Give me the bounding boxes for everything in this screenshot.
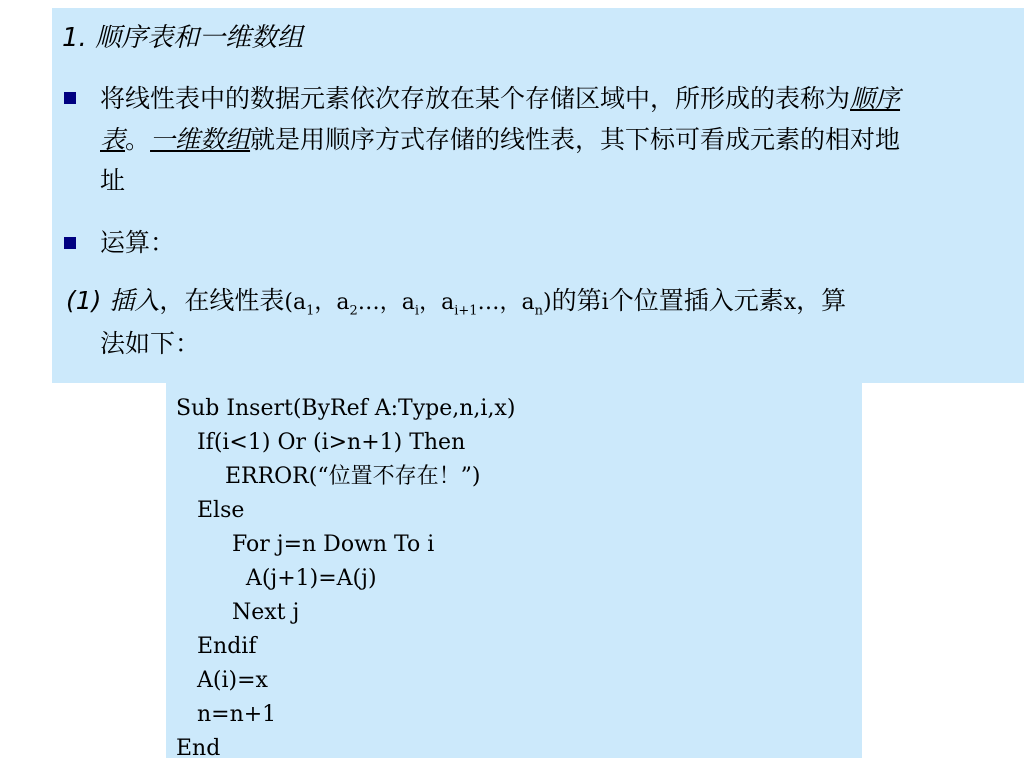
insert-line-2: 法如下： xyxy=(100,329,201,358)
intro-separator: 。 xyxy=(125,125,151,154)
insert-text-3: 个位置插入元素 xyxy=(608,286,784,315)
seq-sub-5: n xyxy=(534,303,544,319)
seq-sub-3: i xyxy=(414,303,420,319)
code-line: End xyxy=(176,736,221,761)
intro-line-1 xyxy=(100,78,1020,119)
code-line: Else xyxy=(176,498,245,523)
code-line: Sub Insert(ByRef A:Type,n,i,x) xyxy=(176,396,516,421)
code-line: A(j+1)=A(j) xyxy=(176,566,377,591)
code-block xyxy=(176,392,515,766)
insert-paragraph xyxy=(66,280,1020,364)
insert-title: 插入 xyxy=(109,286,160,315)
code-line: For j=n Down To i xyxy=(176,532,435,557)
intro-text-2: 就是用顺序方式存储的线性表，其下标可看成元素的相对地 xyxy=(250,125,901,154)
seq-open: (a xyxy=(284,290,307,315)
insert-number: (1) xyxy=(66,286,102,315)
code-line: If(i<1) Or (i>n+1) Then xyxy=(176,430,466,455)
seq-part-4: ，a xyxy=(419,290,455,315)
term-sequential-list-part1: 顺序 xyxy=(850,84,901,113)
insert-text-2: 的第 xyxy=(551,286,602,315)
bullet-icon xyxy=(64,237,76,249)
code-line: n=n+1 xyxy=(176,702,277,727)
intro-text-1: 将线性表中的数据元素依次存放在某个存储区域中，所形成的表称为 xyxy=(100,84,851,113)
term-one-dim-array: 一维数组 xyxy=(150,125,251,154)
bullet-icon xyxy=(64,92,76,104)
term-sequential-list-part2: 表 xyxy=(100,125,126,154)
seq-close: ) xyxy=(543,290,552,315)
seq-part-5: …，a xyxy=(477,290,535,315)
code-line: Endif xyxy=(176,634,257,659)
intro-line-2 xyxy=(100,119,1020,160)
var-x: x xyxy=(783,290,797,315)
intro-line-3: 址 xyxy=(100,166,126,195)
code-line: ERROR(“位置不存在！”) xyxy=(176,464,481,489)
insert-text-1: ，在线性表 xyxy=(159,286,285,315)
sequence-notation xyxy=(284,290,552,319)
insert-text-4: ，算 xyxy=(796,286,847,315)
intro-paragraph xyxy=(100,78,1020,201)
seq-sub-2: 2 xyxy=(349,303,358,319)
seq-part-2: ，a xyxy=(314,290,350,315)
var-i: i xyxy=(601,290,609,315)
seq-sub-4: i+1 xyxy=(454,303,478,319)
operations-label: 运算： xyxy=(100,228,176,257)
seq-part-3: …，a xyxy=(357,290,415,315)
code-line: Next j xyxy=(176,600,300,625)
section-heading: 1. 顺序表和一维数组 xyxy=(62,23,304,53)
seq-sub-1: 1 xyxy=(306,303,315,319)
insert-line-1 xyxy=(66,280,1020,323)
code-line: A(i)=x xyxy=(176,668,268,693)
